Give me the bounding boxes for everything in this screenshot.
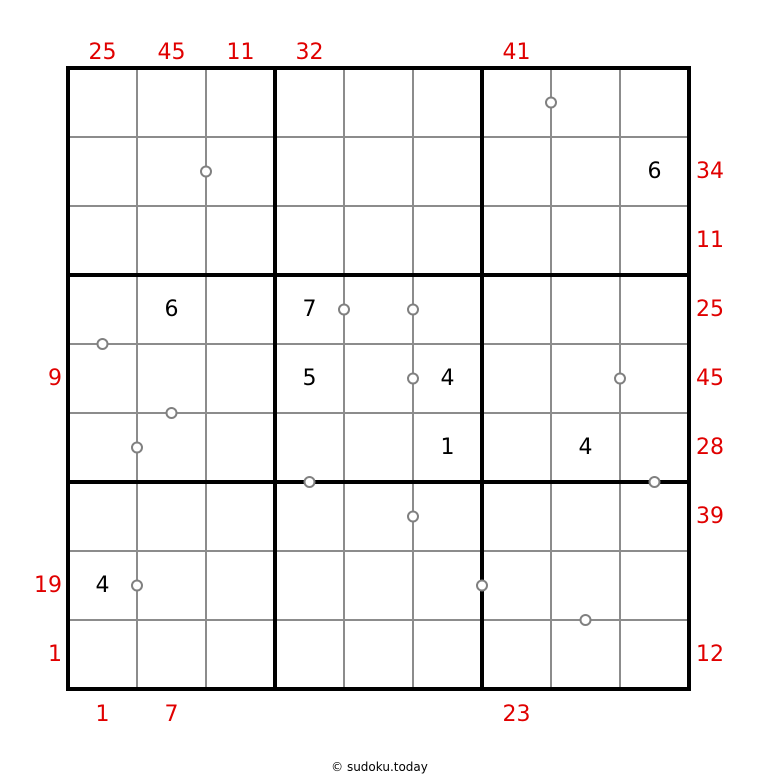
- sudoku-cell-r6c4[interactable]: [275, 413, 344, 482]
- sudoku-cell-r5c3[interactable]: [206, 344, 275, 413]
- sudoku-cell-r6c7[interactable]: [482, 413, 551, 482]
- sudoku-cell-r3c3[interactable]: [206, 206, 275, 275]
- sudoku-cell-r5c7[interactable]: [482, 344, 551, 413]
- left-clue: 9: [48, 365, 62, 391]
- sudoku-cell-r9c3[interactable]: [206, 620, 275, 689]
- white-dot-marker: [408, 374, 418, 384]
- white-dot-marker: [132, 581, 142, 591]
- sudoku-cell-r4c1[interactable]: [68, 275, 137, 344]
- given-digit: 5: [302, 365, 317, 391]
- sudoku-cell-r2c6[interactable]: [413, 137, 482, 206]
- sudoku-cell-r1c5[interactable]: [344, 68, 413, 137]
- given-digit: 1: [440, 434, 455, 460]
- sudoku-cell-r9c8[interactable]: [551, 620, 620, 689]
- sudoku-cell-r4c8[interactable]: [551, 275, 620, 344]
- sudoku-cell-r6c5[interactable]: [344, 413, 413, 482]
- sudoku-cell-r6c9[interactable]: [620, 413, 689, 482]
- grid-cells: [68, 68, 689, 689]
- white-dot-marker: [408, 512, 418, 522]
- bottom-clue: 23: [502, 702, 531, 727]
- sudoku-cell-r3c5[interactable]: [344, 206, 413, 275]
- sudoku-cell-r7c9[interactable]: [620, 482, 689, 551]
- sudoku-cell-r2c7[interactable]: [482, 137, 551, 206]
- white-dot-marker: [408, 305, 418, 315]
- sudoku-cell-r7c4[interactable]: [275, 482, 344, 551]
- white-dot-marker: [581, 615, 591, 625]
- sudoku-cell-r5c8[interactable]: [551, 344, 620, 413]
- sudoku-cell-r3c1[interactable]: [68, 206, 137, 275]
- top-clue: 41: [502, 40, 531, 65]
- sudoku-cell-r4c9[interactable]: [620, 275, 689, 344]
- sudoku-cell-r9c9[interactable]: [620, 620, 689, 689]
- bottom-clue: 7: [164, 702, 179, 727]
- top-clue: 32: [295, 40, 324, 65]
- sudoku-cell-r7c5[interactable]: [344, 482, 413, 551]
- sudoku-cell-r1c2[interactable]: [137, 68, 206, 137]
- sudoku-cell-r3c2[interactable]: [137, 206, 206, 275]
- sudoku-cell-r6c1[interactable]: [68, 413, 137, 482]
- sudoku-cell-r8c3[interactable]: [206, 551, 275, 620]
- given-digit: 7: [302, 296, 317, 322]
- right-clue: 11: [696, 227, 724, 253]
- given-digit: 4: [578, 434, 593, 460]
- white-dot-marker: [339, 305, 349, 315]
- white-dot-marker: [167, 408, 177, 418]
- sudoku-cell-r9c2[interactable]: [137, 620, 206, 689]
- sudoku-cell-r5c9[interactable]: [620, 344, 689, 413]
- sudoku-cell-r9c5[interactable]: [344, 620, 413, 689]
- sudoku-cell-r4c7[interactable]: [482, 275, 551, 344]
- sudoku-cell-r2c5[interactable]: [344, 137, 413, 206]
- white-dot-marker: [132, 443, 142, 453]
- sudoku-cell-r8c9[interactable]: [620, 551, 689, 620]
- sudoku-cell-r7c8[interactable]: [551, 482, 620, 551]
- sudoku-cell-r4c5[interactable]: [344, 275, 413, 344]
- sudoku-cell-r2c3[interactable]: [206, 137, 275, 206]
- white-dot-marker: [546, 98, 556, 108]
- sudoku-cell-r3c4[interactable]: [275, 206, 344, 275]
- white-dot-marker: [650, 477, 660, 487]
- sudoku-cell-r4c3[interactable]: [206, 275, 275, 344]
- sudoku-cell-r1c7[interactable]: [482, 68, 551, 137]
- sudoku-cell-r2c1[interactable]: [68, 137, 137, 206]
- sudoku-cell-r8c8[interactable]: [551, 551, 620, 620]
- sudoku-cell-r2c8[interactable]: [551, 137, 620, 206]
- sudoku-cell-r7c1[interactable]: [68, 482, 137, 551]
- given-digit: 6: [164, 296, 179, 322]
- sudoku-cell-r8c7[interactable]: [482, 551, 551, 620]
- sudoku-cell-r6c3[interactable]: [206, 413, 275, 482]
- sudoku-cell-r5c5[interactable]: [344, 344, 413, 413]
- sudoku-cell-r7c3[interactable]: [206, 482, 275, 551]
- sudoku-cell-r7c7[interactable]: [482, 482, 551, 551]
- given-digit: 4: [440, 365, 455, 391]
- sudoku-cell-r7c2[interactable]: [137, 482, 206, 551]
- sudoku-cell-r5c1[interactable]: [68, 344, 137, 413]
- given-digit: 4: [95, 572, 110, 598]
- sudoku-cell-r3c6[interactable]: [413, 206, 482, 275]
- white-dot-marker: [98, 339, 108, 349]
- right-clue: 25: [696, 296, 724, 322]
- sudoku-cell-r5c2[interactable]: [137, 344, 206, 413]
- sudoku-cell-r3c7[interactable]: [482, 206, 551, 275]
- sudoku-cell-r1c3[interactable]: [206, 68, 275, 137]
- sudoku-cell-r2c2[interactable]: [137, 137, 206, 206]
- sudoku-cell-r8c6[interactable]: [413, 551, 482, 620]
- top-clue: 45: [157, 40, 186, 65]
- sudoku-cell-r3c8[interactable]: [551, 206, 620, 275]
- sudoku-cell-r8c2[interactable]: [137, 551, 206, 620]
- right-clue: 12: [696, 641, 724, 667]
- sudoku-cell-r1c8[interactable]: [551, 68, 620, 137]
- sudoku-cell-r8c5[interactable]: [344, 551, 413, 620]
- left-clue: 1: [48, 641, 62, 667]
- sudoku-cell-r9c4[interactable]: [275, 620, 344, 689]
- sudoku-cell-r7c6[interactable]: [413, 482, 482, 551]
- white-dot-marker: [477, 581, 487, 591]
- top-clue: 11: [226, 40, 255, 65]
- right-clue: 28: [696, 434, 724, 460]
- right-clue: 39: [696, 503, 724, 529]
- sudoku-cell-r1c1[interactable]: [68, 68, 137, 137]
- sudoku-cell-r1c4[interactable]: [275, 68, 344, 137]
- left-clue: 19: [34, 572, 62, 598]
- right-clue: 45: [696, 365, 724, 391]
- white-dot-marker: [305, 477, 315, 487]
- sudoku-cell-r9c6[interactable]: [413, 620, 482, 689]
- sudoku-cell-r1c9[interactable]: [620, 68, 689, 137]
- sudoku-cell-r9c7[interactable]: [482, 620, 551, 689]
- white-dot-marker: [201, 167, 211, 177]
- sudoku-cell-r8c4[interactable]: [275, 551, 344, 620]
- bottom-clue: 1: [95, 702, 110, 727]
- right-clue: 34: [696, 158, 724, 184]
- white-dot-marker: [615, 374, 625, 384]
- sudoku-cell-r4c6[interactable]: [413, 275, 482, 344]
- sudoku-cell-r6c2[interactable]: [137, 413, 206, 482]
- sudoku-cell-r2c4[interactable]: [275, 137, 344, 206]
- given-digit: 6: [647, 158, 662, 184]
- copyright-footer: © sudoku.today: [331, 760, 428, 774]
- sudoku-cell-r3c9[interactable]: [620, 206, 689, 275]
- sudoku-cell-r9c1[interactable]: [68, 620, 137, 689]
- sudoku-cell-r1c6[interactable]: [413, 68, 482, 137]
- top-clue: 25: [88, 40, 117, 65]
